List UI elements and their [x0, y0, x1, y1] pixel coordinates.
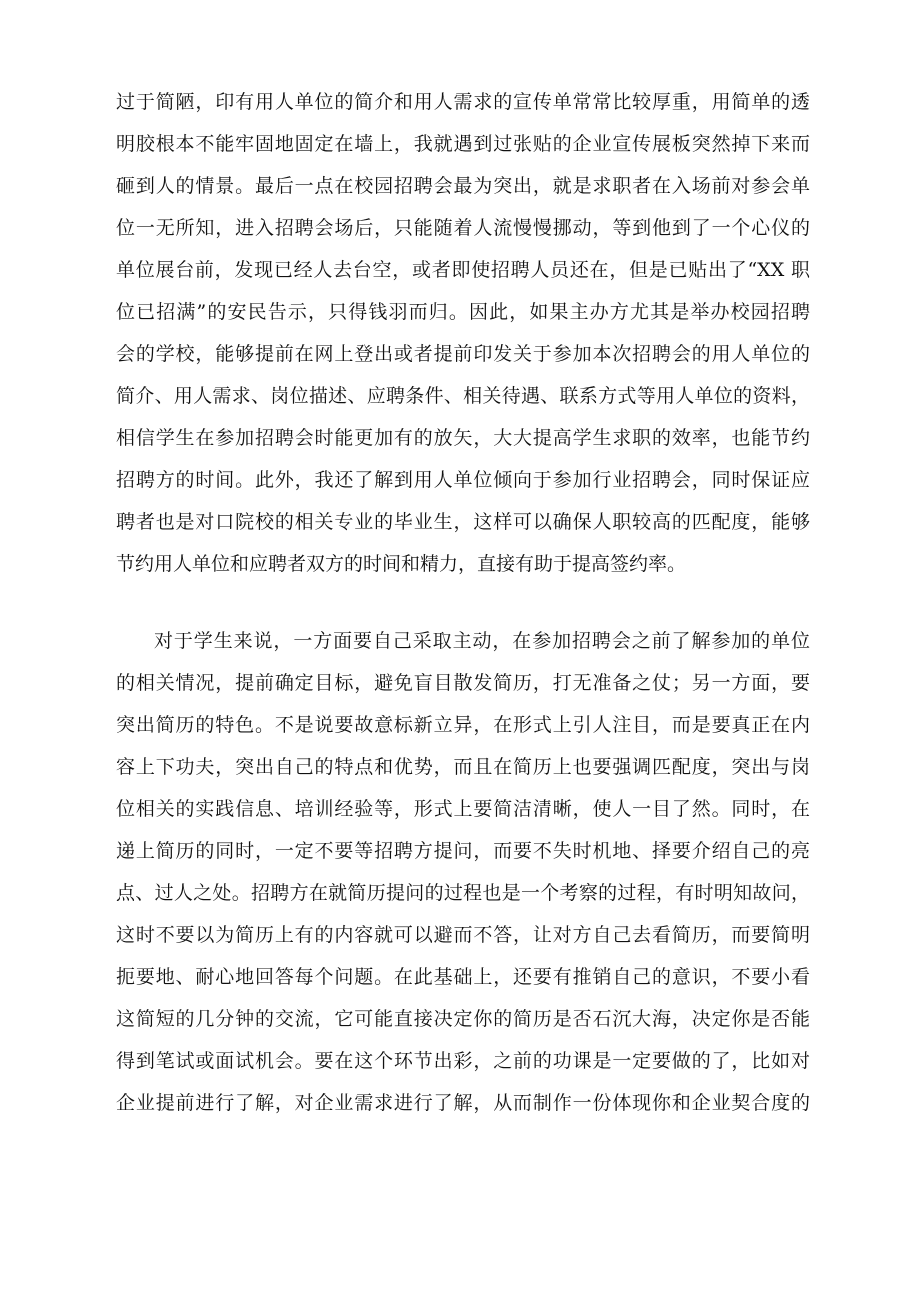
- text-line: 位相关的实践信息、培训经验等，形式上要简洁清晰，使人一目了然。同时，在: [116, 798, 810, 820]
- text-line: 容上下功夫，突出自己的特点和优势，而且在简历上也要强调匹配度，突出与岗: [116, 756, 810, 778]
- text-line: 得到笔试或面试机会。要在这个环节出彩，之前的功课是一定要做的了，比如对: [116, 1050, 810, 1072]
- text-line: 点、过人之处。招聘方在就简历提问的过程也是一个考察的过程，有时明知故问，: [116, 882, 810, 904]
- text-line: 相信学生在参加招聘会时能更加有的放矢，大大提高学生求职的效率，也能节约: [116, 427, 810, 449]
- text-line: 这时不要以为简历上有的内容就可以避而不答，让对方自己去看简历，而要简明: [116, 924, 810, 946]
- text-line: 位已招满”的安民告示，只得钱羽而归。因此，如果主办方尤其是举办校园招聘: [116, 301, 810, 323]
- text-line: 对于学生来说，一方面要自己采取主动，在参加招聘会之前了解参加的单位: [154, 630, 810, 652]
- text-line: 这简短的几分钟的交流，它可能直接决定你的简历是否石沉大海，决定你是否能: [116, 1008, 810, 1030]
- paragraph-2: [116, 620, 810, 1124]
- text-line: 的相关情况，提前确定目标，避免盲目散发简历，打无准备之仗；另一方面，要: [116, 672, 810, 694]
- text-line: 企业提前进行了解，对企业需求进行了解，从而制作一份体现你和企业契合度的: [116, 1092, 810, 1114]
- text-line: 突出简历的特色。不是说要故意标新立异，在形式上引人注目，而是要真正在内: [116, 714, 810, 736]
- text-line: 聘者也是对口院校的相关专业的毕业生，这样可以确保人职较高的匹配度，能够: [116, 511, 810, 533]
- text-line: 简介、用人需求、岗位描述、应聘条件、相关待遇、联系方式等用人单位的资料，: [116, 385, 810, 407]
- text-line: 递上简历的同时，一定不要等招聘方提问，而要不失时机地、择要介绍自己的亮: [116, 840, 810, 862]
- paragraph-1: [116, 81, 810, 585]
- text-line: 过于简陋，印有用人单位的简介和用人需求的宣传单常常比较厚重，用简单的透: [116, 91, 810, 113]
- text-line: 会的学校，能够提前在网上登出或者提前印发关于参加本次招聘会的用人单位的: [116, 343, 810, 365]
- text-line: 明胶根本不能牢固地固定在墙上，我就遇到过张贴的企业宣传展板突然掉下来而: [116, 133, 810, 155]
- text-line: 招聘方的时间。此外，我还了解到用人单位倾向于参加行业招聘会，同时保证应: [116, 469, 810, 491]
- text-line: 单位展台前，发现已经人去台空，或者即使招聘人员还在，但是已贴出了“XX 职: [116, 259, 810, 281]
- text-line: 扼要地、耐心地回答每个问题。在此基础上，还要有推销自己的意识，不要小看: [116, 966, 810, 988]
- text-line: 位一无所知，进入招聘会场后，只能随着人流慢慢挪动，等到他到了一个心仪的: [116, 217, 810, 239]
- text-line: 节约用人单位和应聘者双方的时间和精力，直接有助于提高签约率。: [116, 553, 687, 575]
- text-line: 砸到人的情景。最后一点在校园招聘会最为突出，就是求职者在入场前对参会单: [116, 175, 810, 197]
